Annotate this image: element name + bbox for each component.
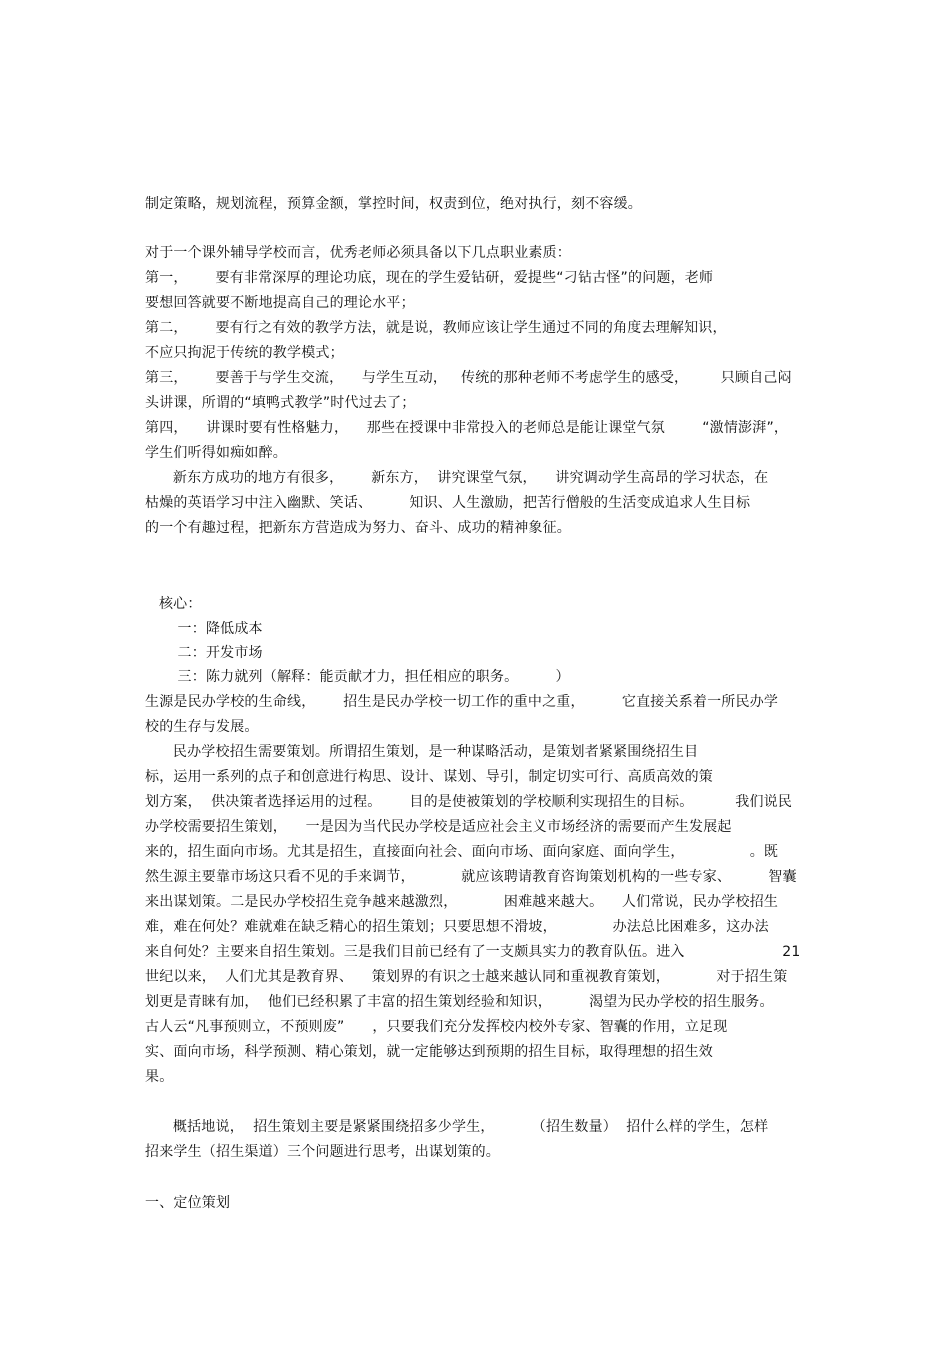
enrollment-line-14: 古人云“凡事预则立，不预则废” ，只要我们充分发挥校内校外专家、智囊的作用，立足现 [145,1019,728,1035]
quality-3-line-1: 第三， 要善于与学生交流， 与学生互动， 传统的那种老师不考虑学生的感受， 只顾自己闷 [145,370,792,386]
enrollment-line-9: 来出谋划策。二是民办学校招生竞争越来越激烈， 困难越来越大。 人们常说，民办学校招生 [145,894,779,910]
enrollment-line-4: 标，运用一系列的点子和创意进行构思、设计、谋划、导引，制定切实可行、高质高效的策 [145,769,713,785]
enrollment-line-8: 然生源主要靠市场这只看不见的手来调节， 就应该聘请教育咨询策划机构的一些专家、 智囊 [145,869,797,885]
xdf-paragraph-line-2: 枯燥的英语学习中注入幽默、笑话、 知识、人生激励，把苦行僧般的生活变成追求人生目标 [145,495,751,511]
core-item-1: 一：降低成本 [145,621,263,637]
quality-2-line-2: 不应只拘泥于传统的教学模式； [145,345,344,361]
enrollment-line-16: 果。 [145,1069,174,1085]
summary-line-2: 招来学生（招生渠道）三个问题进行思考，出谋划策的。 [145,1144,500,1160]
enrollment-line-3: 民办学校招生需要策划。所谓招生策划，是一种谋略活动，是策划者紧紧围绕招生目 [145,744,699,760]
quality-1-line-2: 要想回答就要不断地提高自己的理论水平； [145,295,415,311]
enrollment-line-10: 难，难在何处？难就难在缺乏精心的招生策划；只要思想不滑坡， 办法总比困难多，这办法 [145,919,769,935]
quality-3-line-2: 头讲课，所谓的“填鸭式教学”时代过去了； [145,395,416,411]
enrollment-line-13: 划更是青睐有加， 他们已经积累了丰富的招生策划经验和知识， 渴望为民办学校的招生服务。 [145,994,774,1010]
enrollment-line-12: 世纪以来， 人们尤其是教育界、 策划界的有识之士越来越认同和重视教育策划， 对于招生策 [145,969,788,985]
core-item-2: 二：开发市场 [145,645,263,661]
xdf-paragraph-line-1: 新东方成功的地方有很多， 新东方， 讲究课堂气氛， 讲究调动学生高昂的学习状态，在 [145,470,769,486]
qualities-intro: 对于一个课外辅导学校而言，优秀老师必须具备以下几点职业素质： [145,245,571,261]
quality-1-line-1: 第一， 要有非常深厚的理论功底，现在的学生爱钻研，爱提些“刁钻古怪”的问题，老师 [145,270,714,286]
enrollment-line-15: 实、面向市场，科学预测、精心策划，就一定能够达到预期的招生目标，取得理想的招生效 [145,1044,713,1060]
enrollment-line-2: 校的生存与发展。 [145,719,259,735]
enrollment-line-5: 划方案， 供决策者选择运用的过程。 目的是使被策划的学校顺利实现招生的目标。 我们说民 [145,794,793,810]
enrollment-line-11: 来自何处？主要来自招生策划。三是我们目前已经有了一支颇具实力的教育队伍。进入 21 [145,944,801,960]
section-heading: 一、定位策划 [145,1195,231,1211]
summary-line-1: 概括地说， 招生策划主要是紧紧围绕招多少学生， （招生数量） 招什么样的学生，怎样 [145,1119,769,1135]
core-title: 核心： [145,596,202,612]
quality-4-line-1: 第四， 讲课时要有性格魅力， 那些在授课中非常投入的老师总是能让课堂气氛 “激情澎湃”， [145,420,789,436]
enrollment-line-1: 生源是民办学校的生命线， 招生是民办学校一切工作的重中之重， 它直接关系着一所民办学 [145,694,779,710]
xdf-paragraph-line-3: 的一个有趣过程，把新东方营造成为努力、奋斗、成功的精神象征。 [145,520,571,536]
enrollment-line-6: 办学校需要招生策划， 一是因为当代民办学校是适应社会主义市场经济的需要而产生发展起 [145,819,732,835]
core-item-3: 三：陈力就列（解释：能贡献才力，担任相应的职务。 ） [145,669,570,685]
quality-2-line-1: 第二， 要有行之有效的教学方法，就是说，教师应该让学生通过不同的角度去理解知识， [145,320,727,336]
enrollment-line-7: 来的，招生面向市场。尤其是招生，直接面向社会、面向市场、面向家庭、面向学生， 。既 [145,844,779,860]
intro-line: 制定策略，规划流程，预算金额，掌控时间，权责到位，绝对执行，刻不容缓。 [145,196,642,212]
quality-4-line-2: 学生们听得如痴如醉。 [145,445,287,461]
